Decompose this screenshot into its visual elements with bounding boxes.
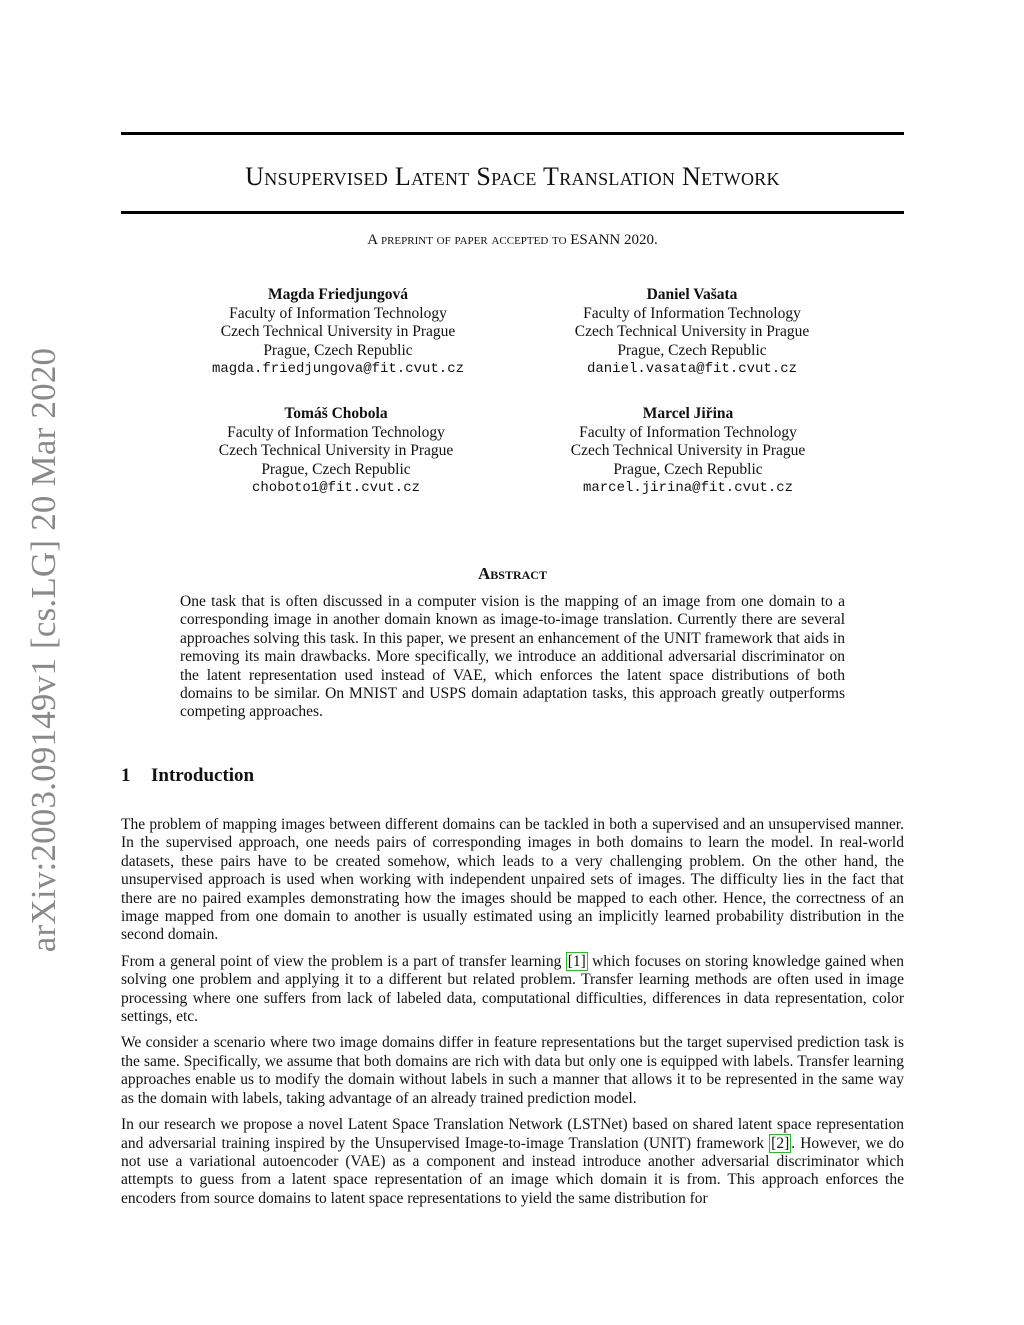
author-email[interactable]: marcel.jirina@fit.cvut.cz	[582, 480, 794, 496]
citation-link[interactable]: [1]	[567, 952, 586, 970]
paragraph-text: . However, we do not use a variational autoencoder (VAE) as a component and instead introduce another adversarial discriminator which attempts to guess from a latent space representation of an image which domain it is from. This approach enforces the encoders from source domains to latent space representations to yield the same distribution for	[121, 1134, 905, 1207]
paper-title: Unsupervised Latent Space Translation Network	[245, 162, 780, 191]
paragraph	[121, 953, 904, 1027]
author-location: Prague, Czech Republic	[617, 341, 767, 359]
author-location: Prague, Czech Republic	[263, 341, 413, 359]
paragraph-text: In our research we propose a novel Latent Space Translation Network (LSTNet) based on shared latent space representation and adversarial training inspired by the Unsupervised Image-to-image Translation (UNIT) framework	[121, 1116, 904, 1152]
abstract-heading: Abstract	[478, 564, 547, 583]
author-block	[168, 286, 508, 379]
author-email[interactable]: choboto1@fit.cvut.cz	[251, 480, 421, 496]
author-department: Faculty of Information Technology	[229, 304, 447, 322]
paragraph: The problem of mapping images between different domains can be tackled in both a supervised and an unsupervised manner. In the supervised approach, one needs pairs of corresponding images in both domains to learn the model. In real-world datasets, these pairs have to be created somehow, which leads to a very challenging problem. On the other hand, the unsupervised approach is used when working with independent unpaired sets of images. The difficulty lies in the fact that there are no paired examples demonstrating how the images should be mapped to each other. Hence, the correctness of an image mapped from one domain to another is usually estimated using an implicitly learned probability distribution in the second domain.	[121, 816, 904, 944]
author-location: Prague, Czech Republic	[261, 460, 411, 478]
author-location: Prague, Czech Republic	[613, 460, 763, 478]
section-number: 1	[121, 765, 131, 786]
author-block	[518, 405, 858, 498]
author-department: Faculty of Information Technology	[227, 423, 445, 441]
author-name: Daniel Vašata	[646, 286, 738, 303]
author-university: Czech Technical University in Prague	[218, 442, 454, 459]
author-block	[166, 405, 506, 498]
abstract-text: One task that is often discussed in a computer vision is the mapping of an image from one domain to a corresponding image in another domain known as image-to-image translation. Currently there are several approaches solving this task. In this paper, we present an enhancement of the UNIT framework that aids in removing its main drawbacks. More specifically, we introduce an additional adversarial discriminator on the latent representation used instead of VAE, which enforces the latent space distributions of both domains to be similar. On MNIST and USPS domain adaptation tasks, this approach greatly outperforms competing approaches.	[180, 593, 845, 721]
title-bottom-rule	[121, 211, 904, 214]
author-university: Czech Technical University in Prague	[574, 323, 810, 340]
author-email[interactable]: magda.friedjungova@fit.cvut.cz	[211, 361, 465, 377]
author-department: Faculty of Information Technology	[579, 423, 797, 441]
paragraph-text: From a general point of view the problem is a part of transfer learning	[121, 952, 566, 970]
author-name: Tomáš Chobola	[284, 405, 388, 422]
author-name: Magda Friedjungová	[268, 286, 408, 303]
author-block	[522, 286, 862, 379]
title-top-rule	[121, 132, 904, 135]
arxiv-identifier: arXiv:2003.09149v1 [cs.LG] 20 Mar 2020	[24, 347, 64, 953]
author-name: Marcel Jiřina	[642, 405, 734, 422]
body-text	[121, 816, 904, 1216]
paragraph: We consider a scenario where two image domains differ in feature representations but the target supervised prediction task is the same. Specifically, we assume that both domains are rich with data but only one is equipped with labels. Transfer learning approaches enable us to modify the domain without labels in such a manner that allows it to be represented in the same way as the domain with labels, taking advantage of an already trained prediction model.	[121, 1034, 904, 1107]
preprint-note: A preprint of paper accepted to ESANN 2020.	[367, 232, 658, 248]
author-university: Czech Technical University in Prague	[220, 323, 456, 340]
section-title: Introduction	[151, 765, 255, 786]
section-heading	[121, 765, 254, 787]
arxiv-sidebar-stamp	[24, 347, 64, 953]
author-email[interactable]: daniel.vasata@fit.cvut.cz	[586, 361, 798, 377]
citation-link[interactable]: [2]	[771, 1134, 790, 1152]
author-university: Czech Technical University in Prague	[570, 442, 806, 459]
paragraph	[121, 1116, 904, 1208]
paragraph-text: which focuses on storing knowledge gained when solving one problem and applying it to a different but related problem. Transfer learning methods are often used in image processing where one suffers from lack of labeled data, computational difficulties, differences in data representation, color settings, etc.	[121, 952, 904, 1026]
author-department: Faculty of Information Technology	[583, 304, 801, 322]
